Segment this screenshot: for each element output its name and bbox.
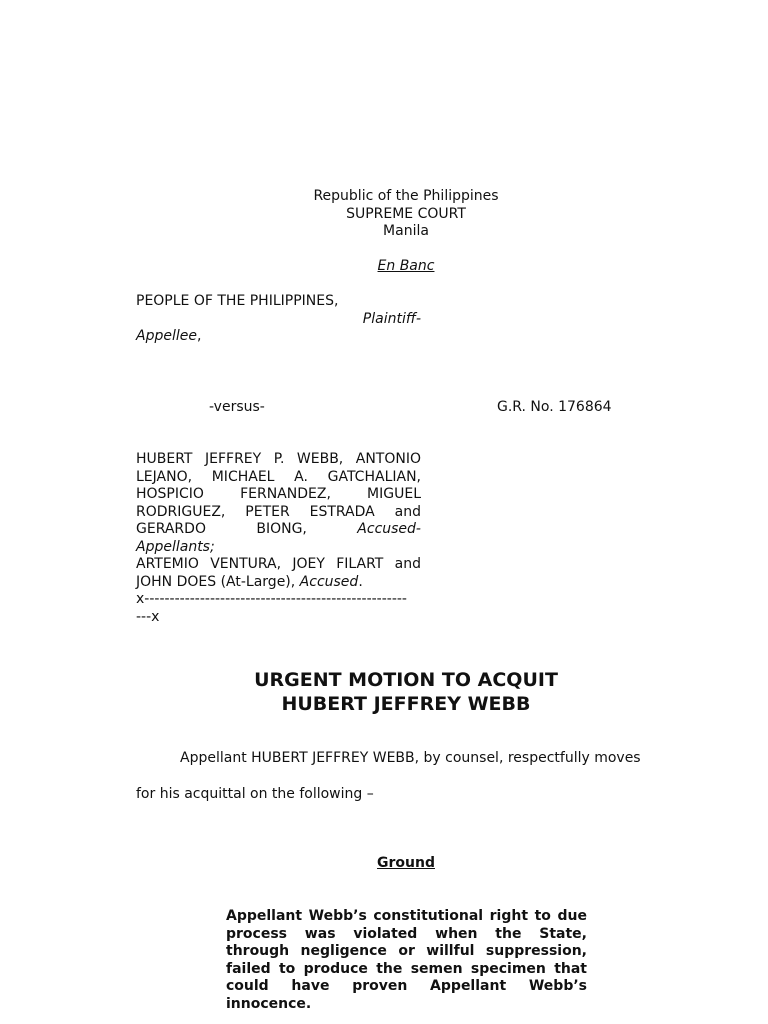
plaintiff-role-line: [136, 328, 421, 346]
motion-title-line-2: HUBERT JEFFREY WEBB: [281, 693, 531, 715]
accused-line: LEJANO, MICHAEL A. GATCHALIAN,: [136, 468, 421, 485]
accused-block: [136, 451, 421, 626]
division-text: En Banc: [377, 258, 435, 274]
accused-role-1: Accused-: [357, 521, 421, 537]
accused-last-line: [136, 521, 421, 539]
gr-number: G.R. No. 176864: [497, 399, 612, 415]
court-name: SUPREME COURT: [346, 205, 466, 222]
accused-last-name: GERARDO BIONG,: [136, 521, 307, 537]
country-line: Republic of the Philippines: [313, 188, 499, 204]
separator-line-2: ---x: [136, 608, 160, 625]
court-heading: [136, 188, 676, 241]
others-line-2: [136, 574, 421, 592]
accused-line: HUBERT JEFFREY P. WEBB, ANTONIO: [136, 451, 421, 467]
plaintiff-comma: ,: [196, 328, 202, 344]
ground-statement: Appellant Webb’s constitutional right to due process was violated when the State, through negligence or willful suppression, failed to produce the semen specimen that could have proven Appellant Webb’s innocence.: [226, 908, 587, 1012]
city-line: Manila: [383, 223, 429, 239]
motion-title-line-1: URGENT MOTION TO ACQUIT: [254, 669, 558, 691]
others-role: Accused: [299, 573, 359, 590]
ground-heading-text: Ground: [377, 855, 435, 871]
plaintiff-role-1: Plaintiff-: [362, 310, 421, 327]
ground-heading: [136, 855, 676, 871]
accused-line: HOSPICIO FERNANDEZ, MIGUEL: [136, 486, 421, 502]
others-prefix: JOHN DOES (At-Large),: [136, 573, 300, 590]
others-line-1: ARTEMIO VENTURA, JOEY FILART and: [136, 556, 421, 572]
division-label: [136, 258, 676, 274]
plaintiff-name: PEOPLE OF THE PHILIPPINES,: [136, 293, 339, 309]
accused-role-2: Appellants;: [136, 538, 215, 555]
separator-line-1: x----------------------------------------------------: [136, 591, 407, 607]
plaintiff-block: [136, 293, 421, 346]
accused-line: RODRIGUEZ, PETER ESTRADA and: [136, 503, 421, 520]
motion-title: [136, 668, 676, 716]
body-line-2: for his acquittal on the following –: [136, 786, 374, 802]
body-line-1: Appellant HUBERT JEFFREY WEBB, by counsel, respectfully moves: [180, 750, 641, 766]
plaintiff-role-2: Appellee: [136, 328, 197, 344]
versus-label: -versus-: [209, 399, 265, 415]
others-period: .: [358, 573, 363, 590]
